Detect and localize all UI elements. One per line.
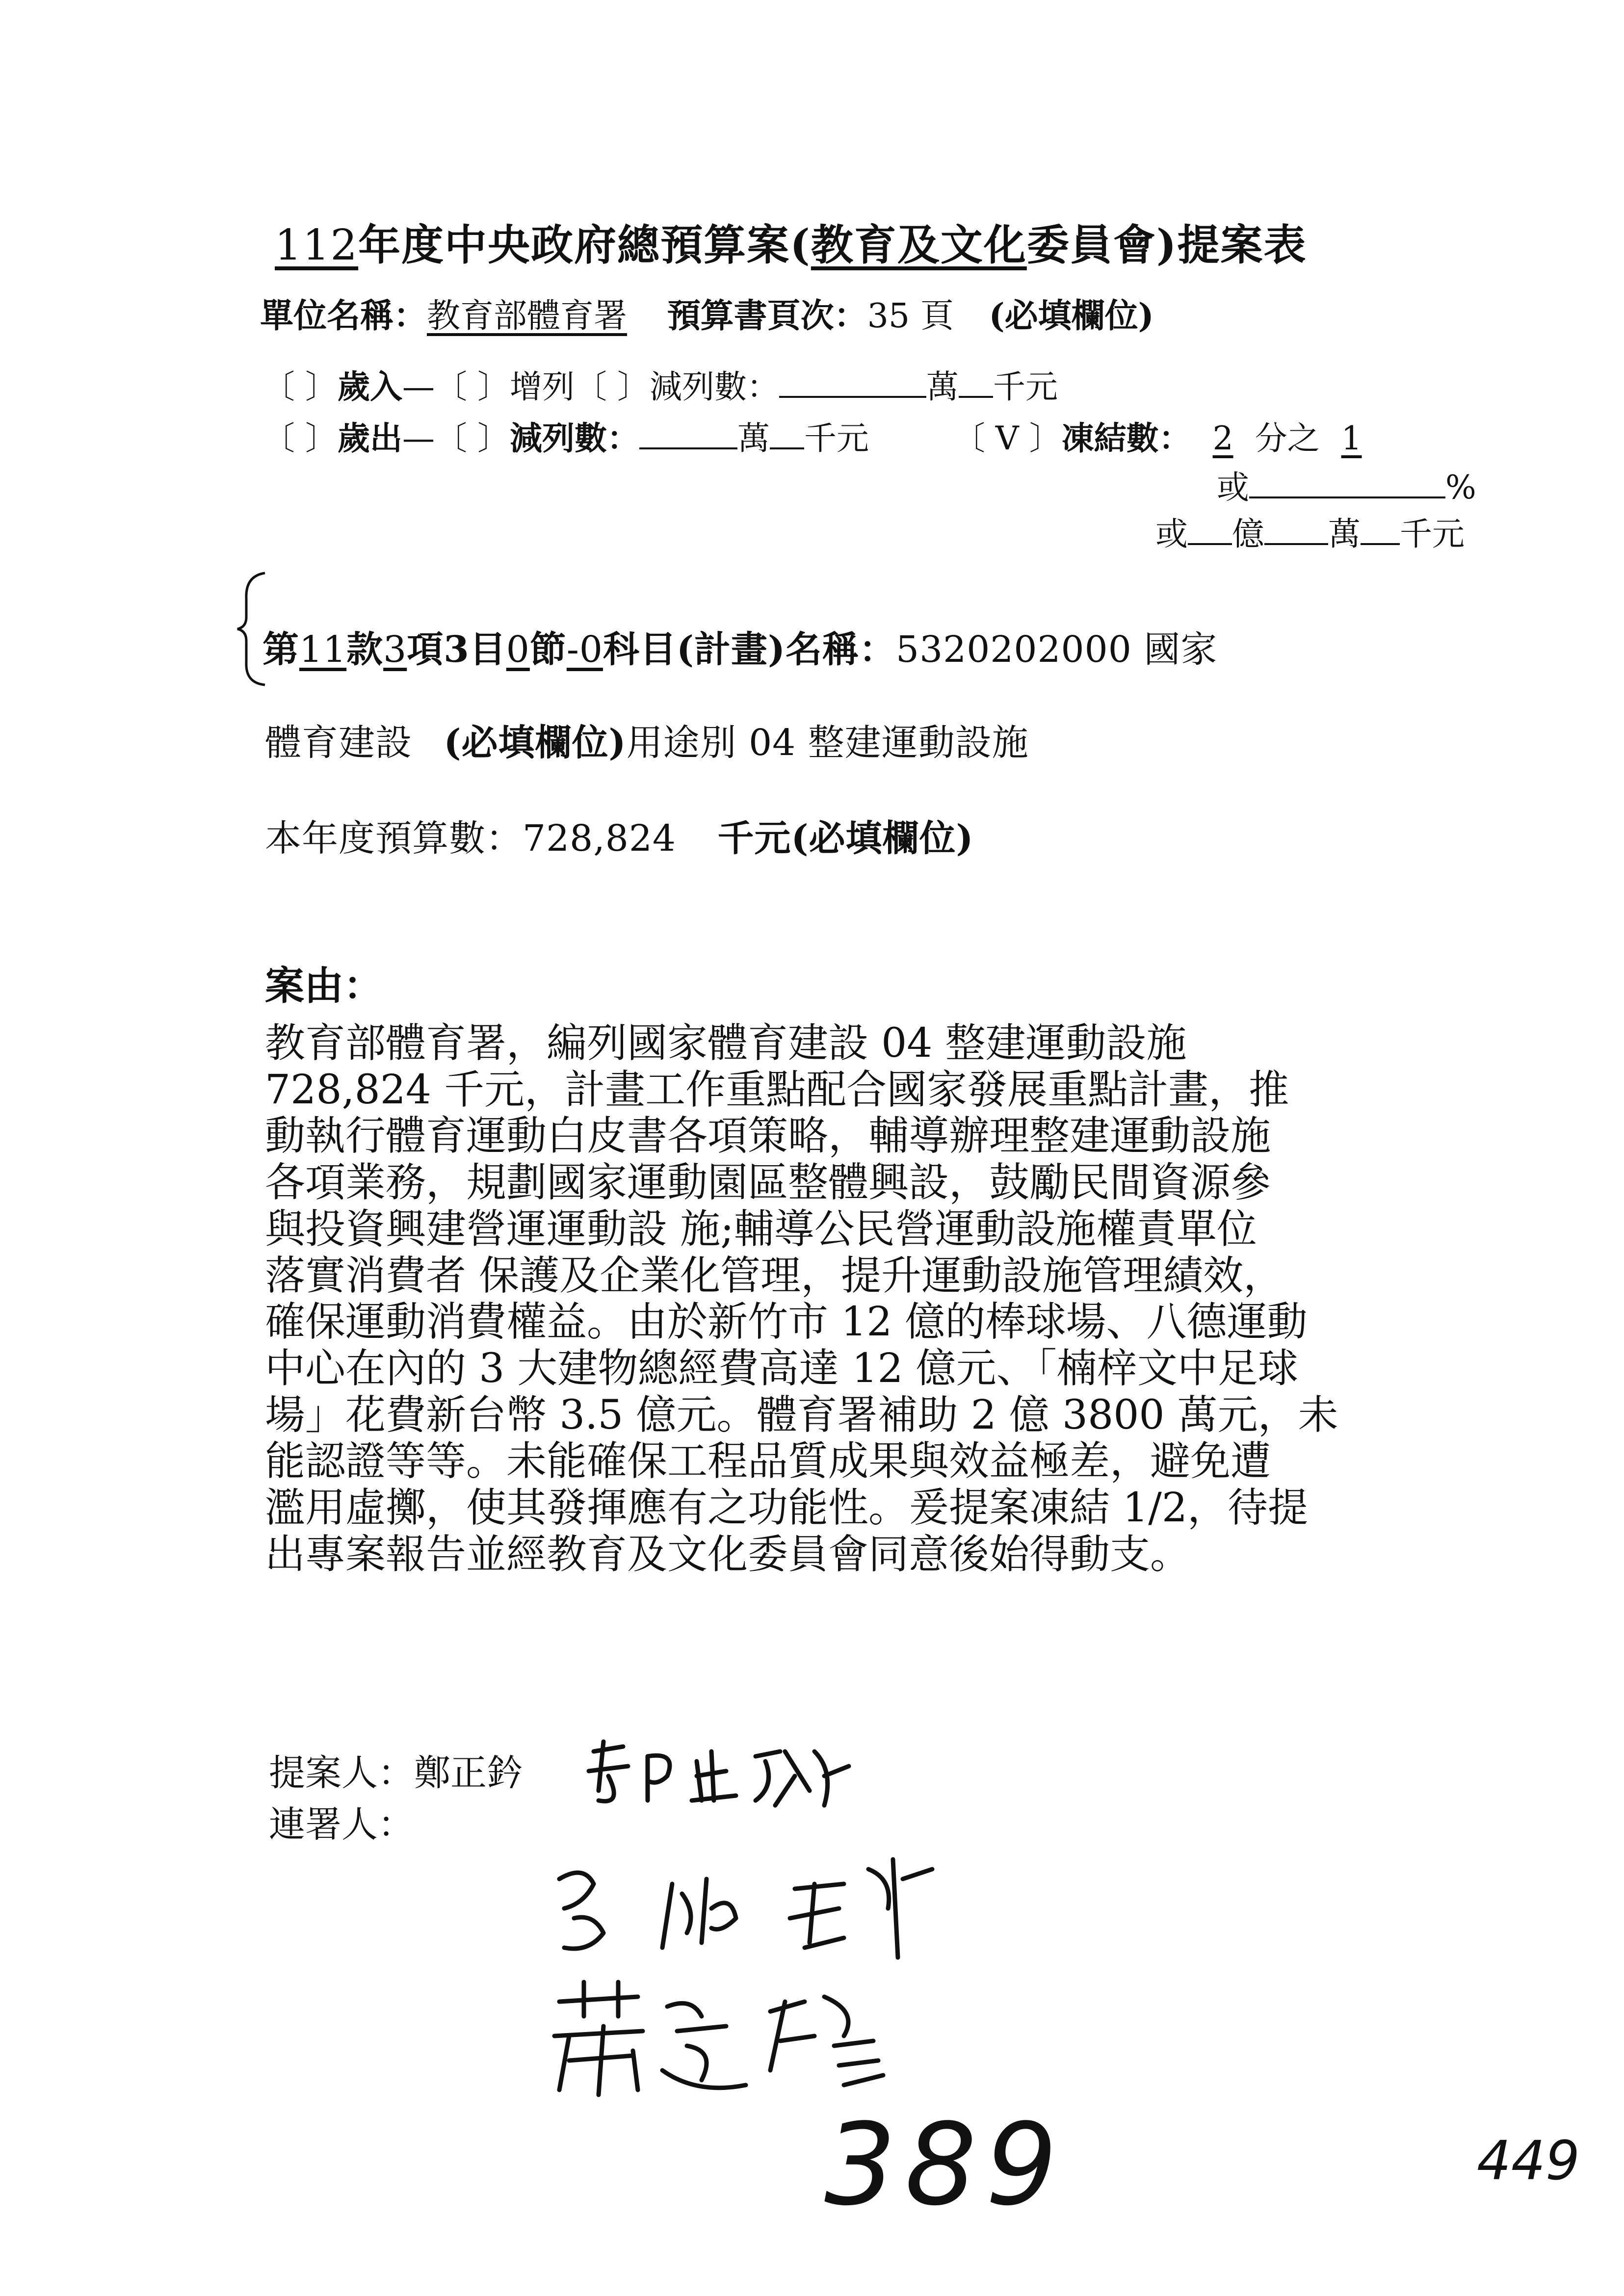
- or-amount-row: [1155, 508, 1465, 554]
- item-kuan-value: 11: [299, 628, 347, 671]
- item-required-note: (必填欄位): [444, 722, 627, 764]
- handwritten-page-number: [824, 2100, 1079, 2231]
- item-dash-zero: -0: [566, 628, 603, 671]
- cosigner-signature-2: [540, 1972, 922, 2100]
- revenue-qian-unit: 千元: [993, 368, 1058, 406]
- form-title: [275, 211, 1307, 272]
- subject-continued: 體育建設: [265, 722, 412, 764]
- subject-value: 5320202000 國家: [895, 628, 1218, 671]
- yi-unit: 億: [1232, 515, 1264, 553]
- expense-dash: —: [402, 419, 435, 457]
- item-di: 第: [262, 628, 299, 671]
- revenue-increase-label: 增列: [509, 368, 575, 406]
- budget-required-note: (必填欄位): [791, 817, 974, 860]
- item-jie-label: 節: [529, 628, 567, 671]
- wan-unit: 萬: [1328, 515, 1361, 553]
- freeze-numerator[interactable]: 1: [1341, 419, 1362, 457]
- revenue-thousand-field[interactable]: [959, 367, 993, 398]
- item-row: [262, 621, 1217, 673]
- budget-row: [265, 809, 974, 861]
- subject-label: 科目(計畫)名稱：: [602, 628, 896, 671]
- case-heading: 案由：: [265, 963, 383, 1009]
- revenue-wan-unit: 萬: [926, 368, 959, 406]
- yi-field[interactable]: [1188, 514, 1232, 545]
- title-year: 112: [275, 221, 359, 270]
- or-percent-label: 或: [1217, 469, 1249, 506]
- item-mu-value: 3: [444, 628, 470, 671]
- revenue-increase-checkbox[interactable]: 〔 〕: [434, 368, 510, 406]
- or-percent-row: [1217, 461, 1476, 508]
- title-committee: 教育及文化: [811, 220, 1027, 270]
- expense-thousand-field[interactable]: [770, 418, 804, 449]
- qian-field[interactable]: [1361, 514, 1400, 545]
- page-value: 35 頁: [867, 297, 954, 336]
- expense-wan-unit: 萬: [737, 419, 770, 457]
- item-jie-value: 0: [506, 628, 530, 671]
- freeze-checkbox[interactable]: 〔 V 〕: [952, 419, 1062, 457]
- item-xiang-value: 3: [383, 628, 407, 671]
- case-line: 教育部體育署，編列國家體育建設 04 整建運動設施: [265, 1020, 1187, 1067]
- unit-value: 教育部體育署: [427, 297, 628, 336]
- case-line: 能認證等等。未能確保工程品質成果與效益極差，避免遭: [265, 1438, 1271, 1485]
- item-xiang-label: 項: [407, 628, 444, 671]
- proposer-signature: [579, 1732, 854, 1815]
- case-line: 與投資興建營運運動設 施;輔導公民營運動設施權責單位: [265, 1205, 1257, 1252]
- wan-field[interactable]: [1264, 514, 1328, 545]
- title-suffix: 委員會)提案表: [1026, 220, 1307, 270]
- expense-amount-field[interactable]: [639, 418, 737, 449]
- percent-sign: %: [1445, 469, 1476, 506]
- percent-field[interactable]: [1249, 468, 1445, 498]
- cosigner-label: 連署人：: [269, 1803, 414, 1846]
- case-line: 出專案報告並經教育及文化委員會同意後始得動支。: [265, 1531, 1191, 1578]
- revenue-dash: —: [402, 368, 435, 406]
- item-mu-label: 目: [469, 628, 506, 671]
- expense-checkbox[interactable]: 〔 〕: [262, 419, 338, 457]
- freeze-denominator[interactable]: 2: [1212, 419, 1233, 457]
- freeze-label: 凍結數：: [1061, 419, 1191, 457]
- expense-qian-unit: 千元: [804, 419, 869, 457]
- proposer-name: 鄭正鈐: [414, 1752, 523, 1794]
- handwritten-page-number-text: 389: [824, 2100, 1066, 2231]
- case-line: 濫用虛擲，使其發揮應有之功能性。爰提案凍結 1/2，待提: [265, 1485, 1309, 1532]
- qian-unit: 千元: [1400, 515, 1465, 553]
- revenue-amount-field[interactable]: [779, 367, 926, 398]
- or-amount-label: 或: [1155, 515, 1188, 553]
- case-line: 確保運動消費權益。由於新竹市 12 億的棒球場、八德運動: [265, 1299, 1308, 1346]
- revenue-decrease-checkbox[interactable]: 〔 〕: [574, 368, 650, 406]
- proposer-row: [269, 1744, 523, 1796]
- revenue-label: 歲入: [337, 367, 402, 406]
- unit-row: [260, 289, 1154, 337]
- title-prefix: 年度中央政府總預算案(: [358, 220, 811, 270]
- budget-unit: 千元: [717, 817, 791, 860]
- budget-label: 本年度預算數：728,824: [265, 817, 677, 860]
- case-line: 728,824 千元，計畫工作重點配合國家發展重點計畫，推: [265, 1066, 1289, 1113]
- expense-row: [262, 412, 1384, 459]
- page-label: 預算書頁次：: [667, 296, 867, 336]
- proposer-label: 提案人：: [269, 1752, 414, 1794]
- item-kuan-label: 款: [346, 628, 384, 671]
- corner-number: 449: [1477, 2129, 1580, 2192]
- cosigner-signature-1: [550, 1850, 952, 1962]
- revenue-checkbox[interactable]: 〔 〕: [262, 368, 338, 406]
- case-line: 動執行體育運動白皮書各項策略，輔導辦理整建運動設施: [265, 1113, 1271, 1160]
- case-line: 落實消費者 保護及企業化管理，提升運動設施管理績效，: [265, 1252, 1284, 1299]
- case-line: 中心在內的 3 大建物總經費高達 12 億元、「楠梓文中足球: [265, 1345, 1298, 1392]
- freeze-fen-zhi: 分之: [1255, 419, 1320, 457]
- expense-label: 歲出: [337, 419, 402, 457]
- item-row-2: [265, 714, 1029, 766]
- case-line: 各項業務，規劃國家運動園區整體興設，鼓勵民間資源參: [265, 1159, 1271, 1206]
- expense-decrease-checkbox[interactable]: 〔 〕: [434, 419, 510, 457]
- usage-text: 用途別 04 整建運動設施: [626, 722, 1029, 764]
- revenue-decrease-label: 減列數：: [649, 368, 779, 406]
- expense-decrease-label: 減列數：: [509, 419, 639, 457]
- revenue-row: [262, 361, 1058, 407]
- unit-required-note: (必填欄位): [989, 296, 1154, 336]
- unit-label: 單位名稱：: [260, 296, 427, 336]
- case-line: 場」花費新台幣 3.5 億元。體育署補助 2 億 3800 萬元，未: [265, 1391, 1338, 1438]
- case-body: [265, 1020, 1442, 1578]
